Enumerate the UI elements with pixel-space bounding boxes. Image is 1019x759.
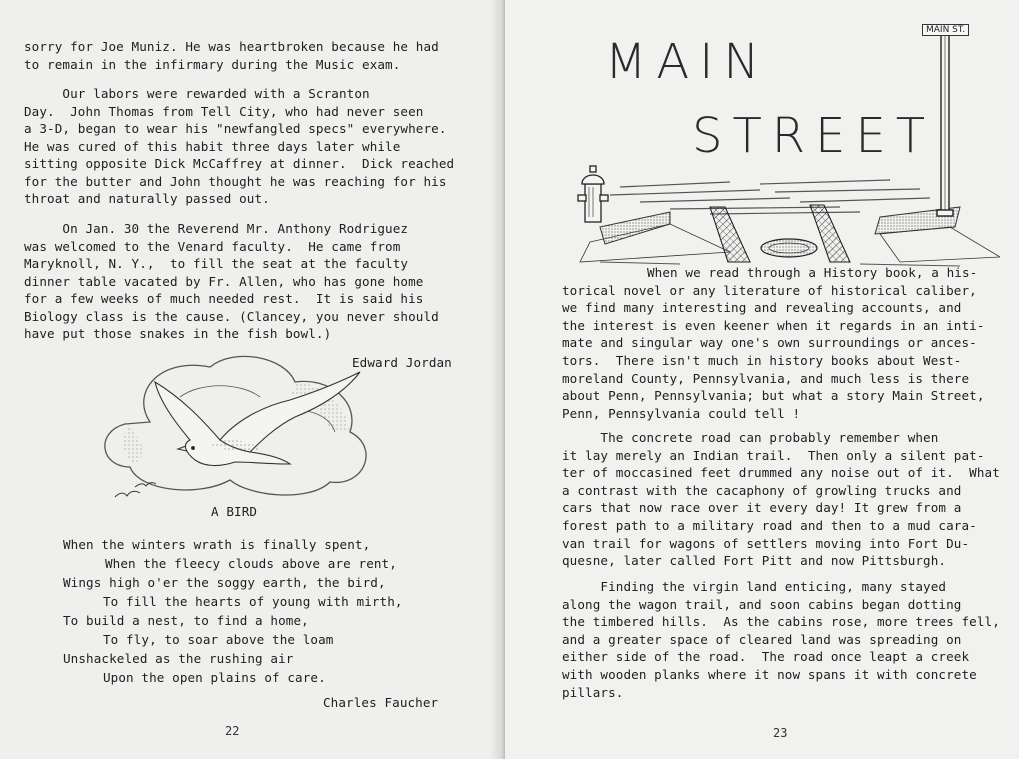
text-line: it lay merely an Indian trail. Then only a silent pat- xyxy=(562,447,985,463)
text-line: for a few weeks of much needed rest. It is said his xyxy=(24,291,424,306)
poem-title: A BIRD xyxy=(211,504,258,519)
left-page xyxy=(0,0,505,759)
poem-line: When the fleecy clouds above are rent, xyxy=(105,556,397,571)
poem-line: Wings high o'er the soggy earth, the bird, xyxy=(63,575,386,590)
text-line: torical novel or any literature of historical caliber, xyxy=(562,282,977,298)
text-line: have put those snakes in the fish bowl.) xyxy=(24,326,332,341)
text-line: a 3-D, began to wear his "newfangled specs" everywhere. xyxy=(24,121,447,136)
text-line: The concrete road can probably remember when xyxy=(562,430,939,445)
bird-cloud-illustration xyxy=(60,352,400,502)
poem-line: Unshackeled as the rushing air xyxy=(63,651,294,666)
text-line: and a greater space of cleared land was spreading on xyxy=(562,631,962,647)
author-charles-faucher: Charles Faucher xyxy=(323,695,439,710)
poem-line: To fill the hearts of young with mirth, xyxy=(103,594,403,609)
text-line: Day. John Thomas from Tell City, who had never seen xyxy=(24,103,424,119)
main-street-title-main: MAIN xyxy=(605,34,770,90)
text-line: sorry for Joe Muniz. He was heartbroken because he had xyxy=(24,39,439,54)
text-line: tors. There isn't much in history books about West- xyxy=(562,353,962,368)
page-number-left: 22 xyxy=(225,724,240,738)
text-line: Finding the virgin land enticing, many stayed xyxy=(562,579,947,594)
text-line: forest path to a military road and then to a mud cara- xyxy=(562,518,977,533)
text-line: we find many interesting and revealing accounts, and xyxy=(562,300,962,316)
text-line: the interest is even keener when it regards in an inti- xyxy=(562,317,985,333)
poem-line: To fly, to soar above the loam xyxy=(103,632,334,647)
author-edward-jordan: Edward Jordan xyxy=(352,355,452,370)
poem-line: When the winters wrath is finally spent, xyxy=(63,537,371,552)
text-line: about Penn, Pennsylvania; but what a story Main Street, xyxy=(562,388,985,404)
text-line: the timbered hills. As the cabins rose, more trees fell, xyxy=(562,614,1000,630)
poem-line: To build a nest, to find a home, xyxy=(63,613,309,628)
text-line: Our labors were rewarded with a Scranton xyxy=(24,86,370,101)
text-line: sitting opposite Dick McCaffrey at dinner. Dick reached xyxy=(24,156,455,171)
text-line: either side of the road. The road once leapt a creek xyxy=(562,649,970,665)
text-line: with wooden planks where it now spans it with concrete xyxy=(562,667,977,682)
text-line: to remain in the infirmary during the Music exam. xyxy=(24,56,401,72)
text-line: was welcomed to the Venard faculty. He came from xyxy=(24,238,401,254)
text-line: mate and singular way one's own surroundings or ances- xyxy=(562,335,977,351)
text-line: dinner table vacated by Fr. Allen, who has gone home xyxy=(24,273,424,289)
fire-hydrant-drawing xyxy=(578,166,608,222)
street-sign-label: MAIN ST. xyxy=(922,24,969,36)
text-line: cars that now race over it every day! It grew from a xyxy=(562,500,962,516)
small-birds-drawing xyxy=(115,483,156,497)
text-line: ter of moccasined feet drummed any noise out of it. What xyxy=(562,465,1000,481)
poem-line: Upon the open plains of care. xyxy=(103,670,326,685)
text-line: a contrast with the cacaphony of growling trucks and xyxy=(562,482,962,498)
text-line: When we read through a History book, a his- xyxy=(647,265,978,280)
page-number-right: 23 xyxy=(773,726,788,740)
text-line: quesne, later called Fort Pitt and now Pittsburgh. xyxy=(562,553,947,569)
text-line: Maryknoll, N. Y., to fill the seat at the faculty xyxy=(24,256,409,271)
right-page xyxy=(505,0,1019,759)
street-sign-pole xyxy=(937,32,953,216)
text-line: Biology class is the cause. (Clancey, you never should xyxy=(24,308,439,324)
text-line: throat and naturally passed out. xyxy=(24,191,270,206)
text-line: for the butter and John thought he was reaching for his xyxy=(24,173,447,189)
text-line: pillars. xyxy=(562,684,624,700)
text-line: Penn, Pennsylvania could tell ! xyxy=(562,405,801,421)
main-street-title-street: STREET xyxy=(692,108,936,164)
text-line: moreland County, Pennsylvania, and much less is there xyxy=(562,370,970,386)
text-line: He was cured of this habit three days later while xyxy=(24,138,401,154)
text-line: along the wagon trail, and soon cabins began dotting xyxy=(562,596,962,612)
text-line: On Jan. 30 the Reverend Mr. Anthony Rodriguez xyxy=(24,221,409,236)
text-line: van trail for wagons of settlers moving into Fort Du- xyxy=(562,535,970,551)
road-streaks xyxy=(610,180,930,214)
